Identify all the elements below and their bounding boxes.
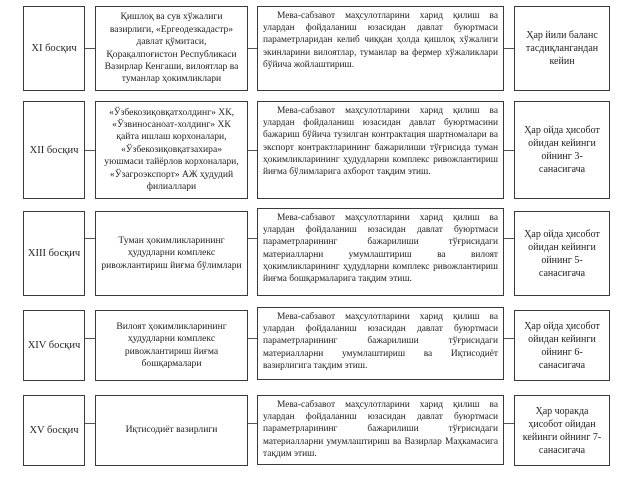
actor-text: «Ўзбекозиқовқатхолдинг» ХК, «Ўзвиносаноат-холдинг» ХК қайта ишлаш корхоналари, «Ўзбекозиқовқатзахира» уюшмаси тайёрлов корхоналари, «Ўзагроэкспорт» АЖ ҳудудий филиаллари xyxy=(104,106,239,193)
actor-text: Туман ҳокимликларининг ҳудудларни комплекс ривожлантириш йиғма бўлимлари xyxy=(101,234,242,271)
stage-label: XI босқич xyxy=(31,43,77,54)
task-text: Мева-сабзавот маҳсулотларини харид қилиш ва улардан фойдаланиш юзасидан давлат буюртмаси параметрларининг бажарилиши тўғрисидаги материалларни умумлаштириш ва Вазирлар Маҳкамасига тақдим этиш. xyxy=(263,400,498,459)
connector-line xyxy=(85,48,95,49)
stage-label: XIII босқич xyxy=(27,248,81,259)
actor-box xyxy=(95,211,248,296)
connector-line xyxy=(248,238,257,239)
connector-line xyxy=(248,338,257,339)
stage-box xyxy=(23,6,85,91)
task-box xyxy=(257,6,504,91)
task-text: Мева-сабзавот маҳсулотларини харид қилиш ва улардан фойдаланиш юзасидан давлат буюртмасини бажариш бўйича тузилган контрактация шартномалари ва экспорт контрактларининг бажарилиши тўғрисида туман ҳокимликларининг ҳудудларни комплекс ривожлантириш йиғма бўлимларига ахборот тақдим этиш. xyxy=(263,106,498,178)
actor-box xyxy=(95,101,248,199)
stage-box xyxy=(23,101,85,199)
stage-label: XV босқич xyxy=(29,425,79,436)
task-box xyxy=(257,395,504,465)
actor-text: Қишлоқ ва сув хўжалиги вазирлиги, «Ергеодезкадастр» давлат қўмитаси, Қорақалпоғистон Республикаси Вазирлар Кенгаши, вилоятлар ва туманлар ҳокимликлари xyxy=(104,11,239,85)
task-box xyxy=(257,208,504,296)
deadline-box xyxy=(514,6,610,91)
connector-line xyxy=(248,423,257,424)
connector-line xyxy=(504,338,514,339)
actor-text: Вилоят ҳокимликларининг ҳудудларни комплекс ривожлантириш йиғма бошқармалари xyxy=(116,320,227,369)
connector-line xyxy=(504,423,514,424)
deadline-text: Ҳар ойда ҳисобот ойидан кейинги ойнинг 5-санасигача xyxy=(524,228,600,279)
deadline-box xyxy=(514,395,610,466)
connector-line xyxy=(504,150,514,151)
stage-label: XII босқич xyxy=(29,144,79,156)
task-box xyxy=(257,101,504,199)
connector-line xyxy=(248,150,257,151)
connector-line xyxy=(85,150,95,151)
connector-line xyxy=(504,238,514,239)
task-text: Мева-сабзавот маҳсулотларини харид қилиш ва улардан фойдаланиш юзасидан давлат буюртмаси параметрларининг бажарилиши тўғрисидаги материалларни умумлаштириш ва вилоят ҳокимликларининг ҳудудларни комплекс ривожлантириш йиғма бошқармаларига тақдим этиш. xyxy=(263,213,498,285)
deadline-text: Ҳар ойда ҳисобот ойидан кейинги ойнинг 3-санасигача xyxy=(524,125,600,175)
actor-box xyxy=(95,395,248,466)
deadline-text: Ҳар йили баланс тасдиқлангандан кейин xyxy=(525,30,599,67)
connector-line xyxy=(85,423,95,424)
deadline-box xyxy=(514,101,610,199)
deadline-box xyxy=(514,211,610,296)
stage-box xyxy=(23,395,85,466)
task-text: Мева-сабзавот маҳсулотларини харид қилиш ва улардан фойдаланиш юзасидан давлат буюртмаси параметрларидан келиб чиққан ҳолда қишлоқ хўжалиги экинларини вилоятлар, туманлар ва фермер хўжаликлари бўйича жойлаштириш. xyxy=(263,11,498,70)
stage-label: XIV босқич xyxy=(27,340,81,351)
connector-line xyxy=(248,48,257,49)
connector-line xyxy=(504,48,514,49)
connector-line xyxy=(85,238,95,239)
stage-box xyxy=(23,310,85,381)
task-box xyxy=(257,307,504,380)
actor-box xyxy=(95,6,248,91)
stage-box xyxy=(23,211,85,296)
deadline-text: Ҳар ойда ҳисобот ойидан кейинги ойнинг 6-санасигача xyxy=(524,320,600,371)
task-text: Мева-сабзавот маҳсулотларини харид қилиш ва улардан фойдаланиш юзасидан давлат буюртмаси параметрларининг бажарилиши тўғрисидаги материалларни умумлаштириш ва Иқтисодиёт вазирлигига тақдим этиш. xyxy=(263,312,498,371)
deadline-box xyxy=(514,310,610,381)
connector-line xyxy=(85,338,95,339)
actor-text: Иқтисодиёт вазирлиги xyxy=(125,424,218,436)
deadline-text: Ҳар чоракда ҳисобот ойидан кейинги ойнинг 7-санасигача xyxy=(522,405,602,456)
actor-box xyxy=(95,310,248,381)
